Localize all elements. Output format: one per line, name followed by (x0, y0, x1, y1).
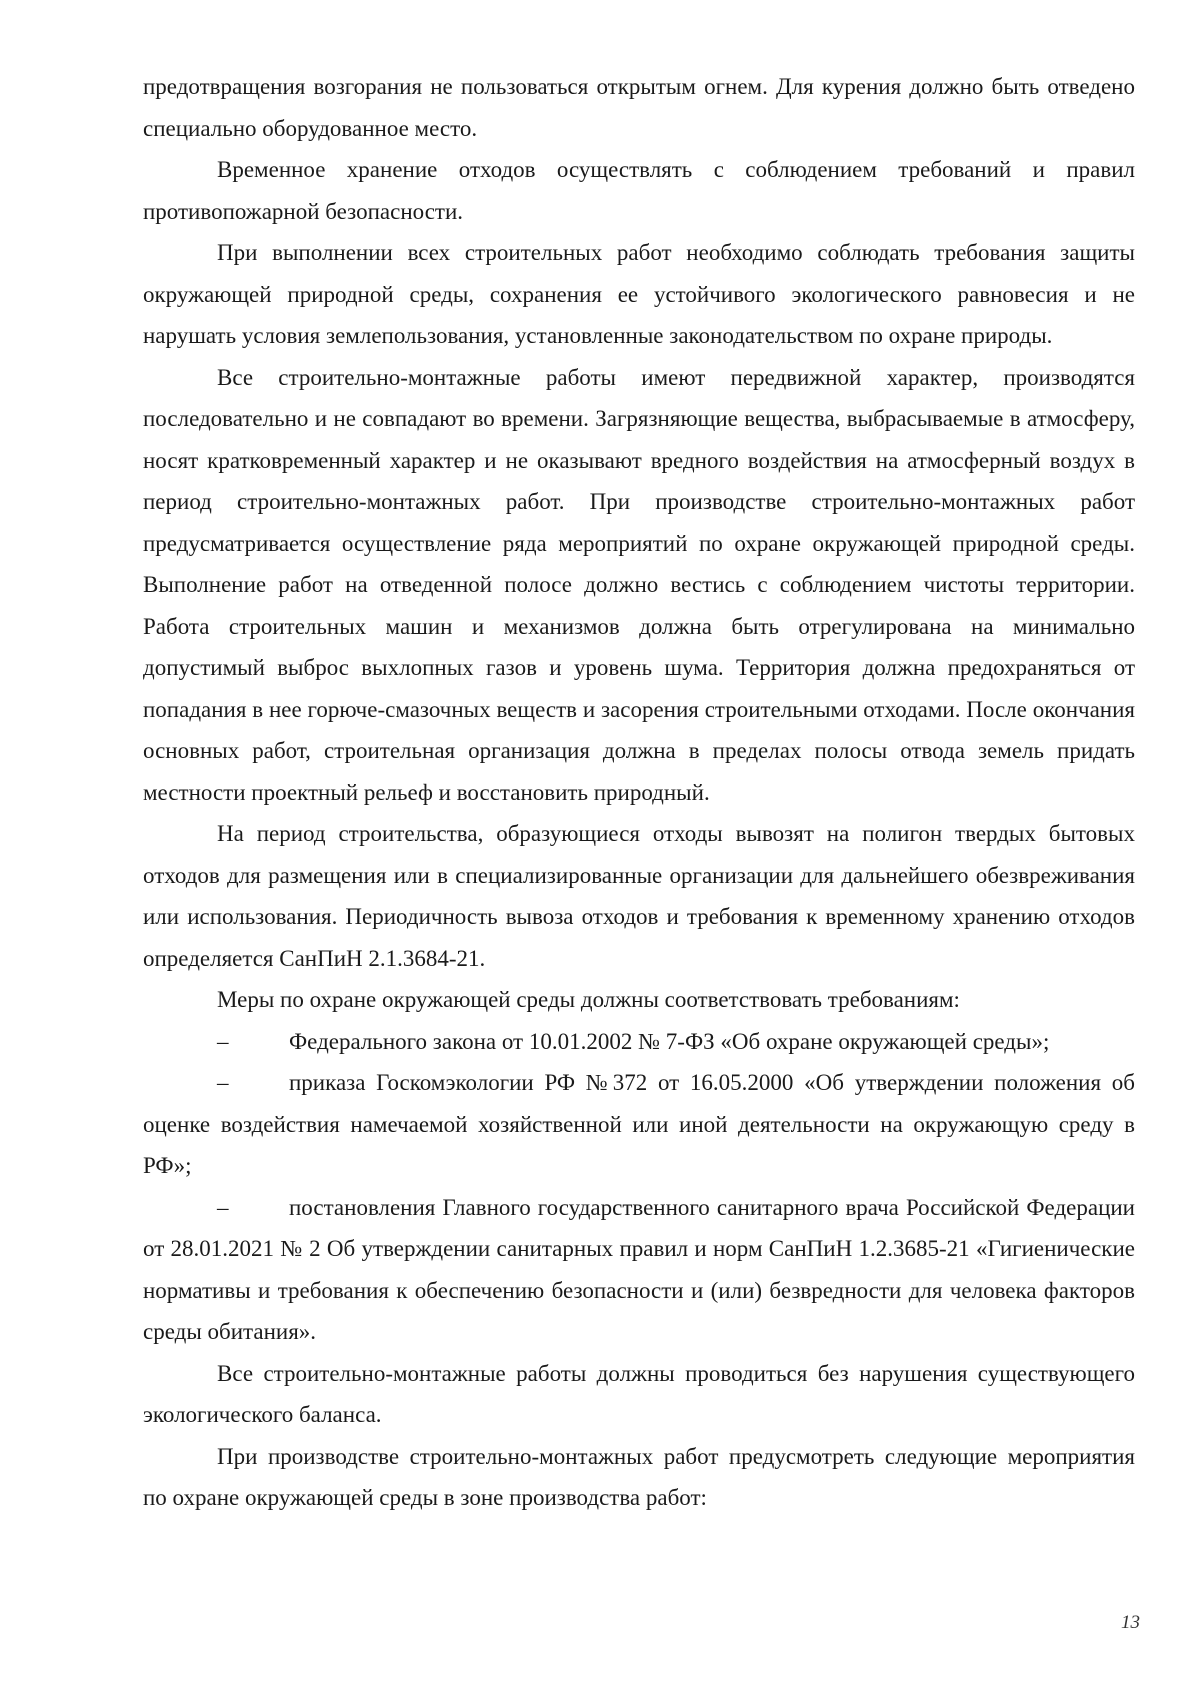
list-item (143, 1021, 1135, 1063)
list-item-text: приказа Госкомэкологии РФ №372 от 16.05.2000 «Об утверждении положения об оценке воздействия намечаемой хозяйственной или иной деятельности на окружающую среду в РФ»; (143, 1070, 1135, 1178)
list-dash: – (217, 1070, 229, 1095)
list-item-text: Федерального закона от 10.01.2002 № 7-ФЗ «Об охране окружающей среды»; (289, 1028, 1050, 1054)
list-item-text: постановления Главного государственного санитарного врача Российской Федерации от 28.01.2021 № 2 Об утверждении санитарных правил и норм СанПиН 1.2.3685-21 «Гигиенические нормативы и требования к обеспечению безопасности и (или) безвредности для человека факторов среды обитания». (143, 1194, 1135, 1344)
page-number: 13 (1121, 1612, 1140, 1633)
paragraph: Все строительно-монтажные работы имеют передвижной характер, производятся последовательно и не совпадают во времени. Загрязняющие вещества, выбрасываемые в атмосферу, носят кратковременный характер и не оказывают вредного воздействия на атмосферный воздух в период строительно-монтажных работ. При производстве строительно-монтажных работ предусматривается осуществление ряда мероприятий по охране окружающей природной среды. Выполнение работ на отведенной полосе должно вестись с соблюдением чистоты территории. Работа строительных машин и механизмов должна быть отрегулирована на минимально допустимый выброс выхлопных газов и уровень шума. Территория должна предохраняться от попадания в нее горюче-смазочных веществ и засорения строительными отходами. После окончания основных работ, строительная организация должна в пределах полосы отвода земель придать местности проектный рельеф и восстановить природный. (143, 364, 1135, 805)
list-item (143, 1062, 1135, 1187)
paragraph: При производстве строительно-монтажных работ предусмотреть следующие мероприятия по охране окружающей среды в зоне производства работ: (143, 1443, 1135, 1510)
paragraph: Временное хранение отходов осуществлять с соблюдением требований и правил противопожарной безопасности. (143, 157, 1135, 224)
paragraph: предотвращения возгорания не пользоваться открытым огнем. Для курения должно быть отведено специально оборудованное место. (143, 74, 1135, 141)
list-dash: – (217, 1194, 229, 1220)
document-body (143, 66, 1135, 1519)
paragraph: При выполнении всех строительных работ необходимо соблюдать требования защиты окружающей природной среды, сохранения ее устойчивого экологического равновесия и не нарушать условия землепользования, установленные законодательством по охране природы. (143, 240, 1135, 348)
paragraph: Меры по охране окружающей среды должны соответствовать требованиям: (217, 987, 960, 1012)
paragraph: На период строительства, образующиеся отходы вывозят на полигон твердых бытовых отходов для размещения или в специализированные организации для дальнейшего обезвреживания или использования. Периодичность вывоза отходов и требования к временному хранению отходов определяется СанПиН 2.1.3684-21. (143, 821, 1135, 971)
list-item (143, 1187, 1135, 1353)
paragraph: Все строительно-монтажные работы должны проводиться без нарушения существующего экологического баланса. (143, 1360, 1135, 1427)
list-dash: – (217, 1028, 229, 1054)
